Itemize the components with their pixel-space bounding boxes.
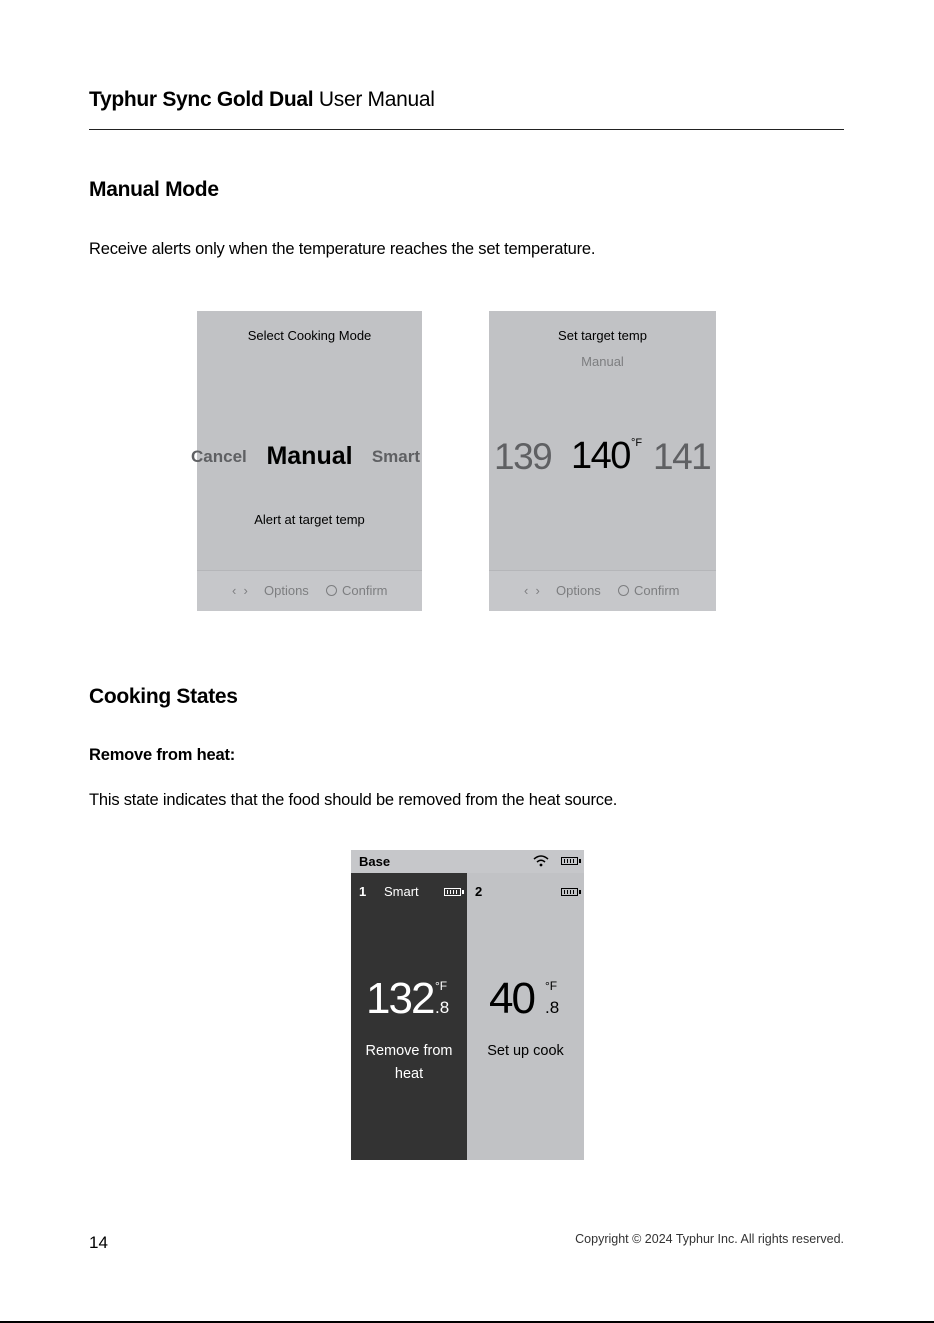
battery-icon (561, 857, 578, 865)
options-label: Options (264, 583, 309, 598)
cooking-states-description: This state indicates that the food should be removed from the heat source. (89, 791, 618, 809)
chevron-left-right-icon: ‹ › (524, 583, 540, 598)
mode-option-prev: Cancel (191, 447, 247, 466)
cooking-states-heading: Cooking States (89, 685, 238, 708)
probe-number: 1 (359, 884, 367, 899)
mode-caption: Alert at target temp (254, 512, 365, 527)
mode-option-next: Smart (371, 447, 420, 466)
screen-subtitle: Manual (581, 354, 624, 369)
temp-unit: °F (545, 979, 558, 993)
target-temp-screen (489, 311, 716, 611)
probe-status: Set up cook (487, 1043, 564, 1059)
remove-from-heat-subheading: Remove from heat: (89, 746, 236, 764)
probe-temperature: 40 (489, 974, 534, 1023)
battery-icon (444, 888, 461, 896)
manual-mode-heading: Manual Mode (89, 178, 219, 201)
probe-status-line-2: heat (394, 1066, 424, 1082)
manual-header (89, 88, 435, 112)
brand-name: Typhur Sync Gold Dual (89, 88, 314, 111)
options-label: Options (556, 583, 601, 598)
confirm-label: Confirm (342, 583, 388, 598)
manual-mode-description: Receive alerts only when the temperature reaches the set temperature. (89, 240, 596, 258)
temp-option-prev: 139 (494, 436, 552, 477)
screen-footer (489, 570, 716, 611)
base-label: Base (359, 854, 391, 869)
chevron-left-right-icon: ‹ › (232, 583, 248, 598)
mode-option-current: Manual (266, 442, 353, 470)
screen-footer (197, 570, 422, 611)
temp-option-next: 141 (653, 436, 711, 477)
probe-2-panel (467, 873, 584, 1160)
confirm-hint (326, 583, 388, 598)
probe-mode: Smart (384, 884, 419, 899)
confirm-hint (618, 583, 680, 598)
header-divider (89, 129, 844, 130)
circle-icon (618, 585, 629, 596)
header-title: User Manual (313, 88, 435, 111)
temp-unit: °F (435, 979, 448, 993)
base-screen (351, 850, 584, 1160)
temp-decimal: .8 (435, 998, 450, 1017)
select-mode-screen (191, 311, 422, 611)
screen-title: Select Cooking Mode (247, 328, 372, 343)
circle-icon (326, 585, 337, 596)
confirm-label: Confirm (634, 583, 680, 598)
copyright-notice: Copyright © 2024 Typhur Inc. All rights reserved. (575, 1232, 844, 1246)
probe-number: 2 (475, 884, 483, 899)
probe-1-panel (351, 873, 467, 1160)
probe-status-line-1: Remove from (365, 1043, 453, 1059)
temp-unit: °F (631, 437, 643, 449)
wifi-icon (533, 854, 549, 867)
screen-title: Set target temp (558, 328, 647, 343)
temp-option-current: 140 (571, 435, 630, 477)
status-bar (351, 850, 584, 873)
temp-decimal: .8 (545, 998, 560, 1017)
battery-icon (561, 888, 578, 896)
page-number: 14 (89, 1233, 108, 1252)
probe-temperature: 132 (366, 974, 434, 1023)
